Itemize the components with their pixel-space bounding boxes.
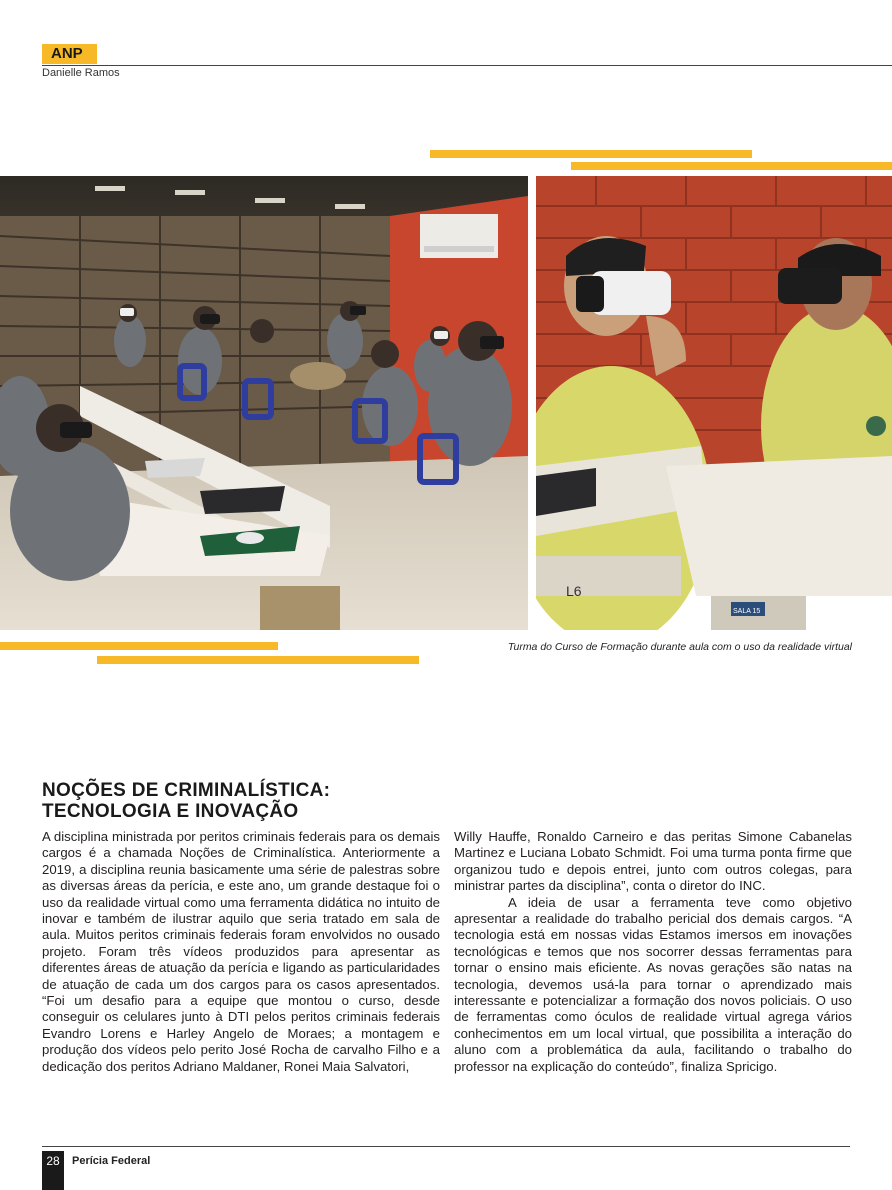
article-paragraph: A ideia de usar a ferramenta teve como objetivo apresentar a realidade do trabalho pericial dos demais cargos. “A tecnologia está em nossas vidas Estamos imersos em inovações tecnológicas e temos que nos socorrer dessas ferramentas para tornar o ensino mais eficiente. As novas gerações são natas na tecnologia, devemos usá-la para tornar o aprendizado mais interessante e potencializar a formação dos novos policiais. O uso de ferramentas como óculos de realidade virtual agrega vários conhecimentos em um local virtual, que possibilita a interação do aluno com a problemática da aula, facilitando o trabalho do professor na explicação do conteúdo”, finaliza Spricigo. [454, 894, 852, 1074]
section-badge: ANP [42, 44, 97, 64]
article-column-right [454, 829, 852, 1075]
magazine-name: Perícia Federal [72, 1155, 151, 1167]
article-title-line-2: TECNOLOGIA E INOVAÇÃO [42, 801, 299, 822]
article-paragraph: A disciplina ministrada por peritos criminais federais para os demais cargos é a chamada Noções de Criminalística. Anteriormente a 2019, a disciplina reunia basicamente uma série de palestras sobre as diversas áreas da perícia, e este ano, um grande destaque foi o uso da realidade virtual como uma ferramenta didática no intuito de inovar e também de ilustrar aquilo que seria tratado em sala de aula. Muitos peritos criminais federais foram envolvidos no ousado projeto. Foram três vídeos produzidos para apresentar as diferentes áreas de atuação da perícia e ligando as particularidades de atuação de cada um dos cargos para os casos apresentados. “Foi um desafio para a equipe que montou o curso, desde conseguir os celulares junto à DTI pelos peritos criminais federais Evandro Lorens e Harley Angelo de Moraes; a montagem e produção dos vídeos pelo perito José Rocha de carvalho Filho e a dedicação dos peritos Adriano Maldaner, Ronei Maia Salvatori, [42, 829, 440, 1074]
classroom-photo [0, 176, 528, 630]
article-title [42, 780, 330, 822]
accent-bar-top-2 [571, 162, 892, 170]
accent-bar-top-1 [430, 150, 752, 158]
accent-bar-bottom-2 [97, 656, 419, 664]
article-column-left [42, 829, 440, 1075]
room-sign-label: SALA 15 [733, 608, 761, 615]
vr-students-photo [536, 176, 892, 630]
photo-caption: Turma do Curso de Formação durante aula com o uso da realidade virtual [507, 641, 852, 653]
author-name: Danielle Ramos [42, 67, 120, 79]
article-paragraph: Willy Hauffe, Ronaldo Carneiro e das peritas Simone Cabanelas Martinez e Luciana Lobato Schmidt. Foi uma turma ponta firme que organizou tudo e depois entrei, junto com outros colegas, para ministrar partes da disciplina”, conta o diretor do INC. [454, 829, 852, 894]
header-divider [42, 65, 892, 66]
article-title-line-1: NOÇÕES DE CRIMINALÍSTICA: [42, 780, 331, 801]
accent-bar-bottom-1 [0, 642, 278, 650]
footer-divider [42, 1146, 850, 1147]
page-number: 28 [42, 1151, 64, 1190]
desk-number-label: L6 [566, 583, 582, 599]
